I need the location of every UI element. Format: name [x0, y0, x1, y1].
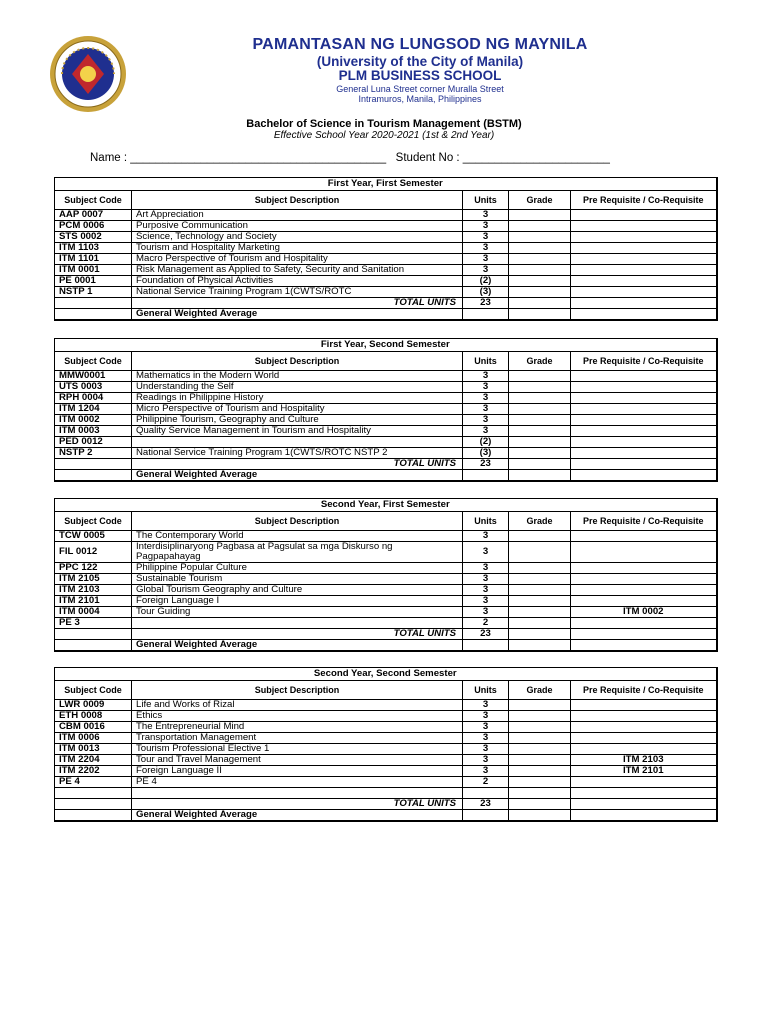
subject-description: Tourism and Hospitality Marketing — [132, 243, 463, 254]
grade-cell[interactable] — [509, 415, 571, 426]
table-row — [55, 276, 717, 287]
subject-code: ITM 1204 — [55, 404, 132, 415]
grade-cell[interactable] — [509, 777, 571, 788]
table-row — [55, 733, 717, 744]
subject-description: Interdisiplinaryong Pagbasa at Pagsulat sa mga Diskurso ng Pagpapahayag — [132, 542, 463, 563]
semester-title: First Year, Second Semester — [55, 339, 717, 352]
prerequisite — [571, 210, 717, 221]
subject-code: ETH 0008 — [55, 711, 132, 722]
grade-cell[interactable] — [509, 254, 571, 265]
total-units-value: 23 — [463, 298, 509, 309]
gwa-prereq-blank — [571, 810, 717, 822]
subject-units: 3 — [463, 542, 509, 563]
subject-code: PPC 122 — [55, 563, 132, 574]
prerequisite — [571, 574, 717, 585]
grade-cell[interactable] — [509, 563, 571, 574]
grade-cell[interactable] — [509, 276, 571, 287]
column-header-row — [55, 681, 717, 700]
total-grade-blank — [509, 629, 571, 640]
subject-description: National Service Training Program 1(CWTS/ROTC — [132, 287, 463, 298]
subject-description: National Service Training Program 1(CWTS/ROTC NSTP 2 — [132, 448, 463, 459]
gwa-grade-cell[interactable] — [509, 640, 571, 652]
total-units-row — [55, 298, 717, 309]
subject-units: 3 — [463, 531, 509, 542]
col-prerequisite: Pre Requisite / Co-Requisite — [571, 681, 717, 700]
grade-cell[interactable] — [509, 744, 571, 755]
subject-description: Art Appreciation — [132, 210, 463, 221]
table-row — [55, 607, 717, 618]
subject-code: AAP 0007 — [55, 210, 132, 221]
subject-description: Tourism Professional Elective 1 — [132, 744, 463, 755]
subject-description: Tour and Travel Management — [132, 755, 463, 766]
table-row — [55, 232, 717, 243]
prerequisite — [571, 733, 717, 744]
prerequisite — [571, 777, 717, 788]
table-row — [55, 404, 717, 415]
grade-cell[interactable] — [509, 585, 571, 596]
grade-cell[interactable] — [509, 382, 571, 393]
col-units: Units — [463, 512, 509, 531]
grade-cell[interactable] — [509, 371, 571, 382]
grade-cell[interactable] — [509, 448, 571, 459]
subject-description: Macro Perspective of Tourism and Hospitality — [132, 254, 463, 265]
total-prereq-blank — [571, 799, 717, 810]
col-subject-description: Subject Description — [132, 352, 463, 371]
total-units-label: TOTAL UNITS — [132, 629, 463, 640]
prerequisite — [571, 585, 717, 596]
grade-cell[interactable] — [509, 722, 571, 733]
semester-title: First Year, First Semester — [55, 178, 717, 191]
subject-description: Global Tourism Geography and Culture — [132, 585, 463, 596]
total-units-value: 23 — [463, 799, 509, 810]
subject-units: 3 — [463, 265, 509, 276]
total-blank — [55, 298, 132, 309]
gwa-prereq-blank — [571, 309, 717, 321]
gwa-units-blank — [463, 640, 509, 652]
gwa-prereq-blank — [571, 470, 717, 482]
gwa-grade-cell[interactable] — [509, 470, 571, 482]
prerequisite — [571, 415, 717, 426]
table-row — [55, 711, 717, 722]
gwa-label: General Weighted Average — [132, 640, 463, 652]
semester-table — [54, 338, 718, 482]
gwa-row — [55, 640, 717, 652]
total-blank — [55, 629, 132, 640]
grade-cell[interactable] — [509, 531, 571, 542]
subject-code: ITM 1103 — [55, 243, 132, 254]
table-row — [55, 287, 717, 298]
col-units: Units — [463, 681, 509, 700]
subject-code: ITM 0013 — [55, 744, 132, 755]
total-units-value: 23 — [463, 629, 509, 640]
subject-description: Sustainable Tourism — [132, 574, 463, 585]
total-units-label: TOTAL UNITS — [132, 459, 463, 470]
subject-units: 3 — [463, 415, 509, 426]
total-units-label: TOTAL UNITS — [132, 298, 463, 309]
semester-table — [54, 498, 718, 652]
subject-units: 3 — [463, 700, 509, 711]
subject-description: Transportation Management — [132, 733, 463, 744]
table-row — [55, 448, 717, 459]
prerequisite — [571, 393, 717, 404]
semester-title-row — [55, 339, 717, 352]
gwa-units-blank — [463, 309, 509, 321]
prerequisite — [571, 448, 717, 459]
subject-description: Understanding the Self — [132, 382, 463, 393]
subject-units: 3 — [463, 722, 509, 733]
subject-description: Purposive Communication — [132, 221, 463, 232]
prerequisite: ITM 2101 — [571, 766, 717, 777]
subject-code: ITM 2101 — [55, 596, 132, 607]
table-row — [55, 755, 717, 766]
prerequisite — [571, 243, 717, 254]
semester-title-row — [55, 499, 717, 512]
prerequisite — [571, 265, 717, 276]
column-header-row — [55, 352, 717, 371]
program-title: Bachelor of Science in Tourism Management (BSTM) — [246, 118, 522, 130]
gwa-label: General Weighted Average — [132, 309, 463, 321]
grade-cell[interactable] — [509, 542, 571, 563]
prerequisite — [571, 596, 717, 607]
subject-code: ITM 0003 — [55, 426, 132, 437]
gwa-row — [55, 309, 717, 321]
prerequisite — [571, 744, 717, 755]
prerequisite — [571, 232, 717, 243]
grade-cell[interactable] — [509, 243, 571, 254]
grade-cell[interactable] — [509, 221, 571, 232]
subject-description: Foreign Language II — [132, 766, 463, 777]
col-subject-description: Subject Description — [132, 681, 463, 700]
col-subject-code: Subject Code — [55, 191, 132, 210]
subject-description: Quality Service Management in Tourism and Hospitality — [132, 426, 463, 437]
semester-table — [54, 667, 718, 822]
prerequisite: ITM 0002 — [571, 607, 717, 618]
subject-units: 3 — [463, 744, 509, 755]
table-row — [55, 766, 717, 777]
total-units-row — [55, 799, 717, 810]
subject-units: (3) — [463, 448, 509, 459]
subject-description: Ethics — [132, 711, 463, 722]
grade-cell[interactable] — [509, 700, 571, 711]
subject-units: 3 — [463, 585, 509, 596]
semester-title: Second Year, First Semester — [55, 499, 717, 512]
col-prerequisite: Pre Requisite / Co-Requisite — [571, 352, 717, 371]
table-row — [55, 371, 717, 382]
table-row — [55, 210, 717, 221]
subject-code: LWR 0009 — [55, 700, 132, 711]
gwa-units-blank — [463, 470, 509, 482]
subject-code: ITM 1101 — [55, 254, 132, 265]
subject-units: 3 — [463, 254, 509, 265]
total-grade-blank — [509, 459, 571, 470]
subject-code: ITM 2202 — [55, 766, 132, 777]
table-row — [55, 265, 717, 276]
column-header-row — [55, 191, 717, 210]
university-english-name: (University of the City of Manila) — [316, 54, 524, 69]
subject-units: 3 — [463, 382, 509, 393]
subject-description: Risk Management as Applied to Safety, Security and Sanitation — [132, 265, 463, 276]
subject-code — [55, 788, 132, 799]
subject-description: Foreign Language I — [132, 596, 463, 607]
table-row — [55, 542, 717, 563]
subject-units: 3 — [463, 232, 509, 243]
col-prerequisite: Pre Requisite / Co-Requisite — [571, 191, 717, 210]
table-row — [55, 254, 717, 265]
grade-cell[interactable] — [509, 596, 571, 607]
table-row — [55, 700, 717, 711]
table-row — [55, 722, 717, 733]
gwa-label: General Weighted Average — [132, 470, 463, 482]
subject-code: PE 0001 — [55, 276, 132, 287]
prerequisite — [571, 426, 717, 437]
grade-cell[interactable] — [509, 733, 571, 744]
gwa-blank — [55, 810, 132, 822]
subject-units: 3 — [463, 404, 509, 415]
subject-code: PE 3 — [55, 618, 132, 629]
subject-description: Readings in Philippine History — [132, 393, 463, 404]
prerequisite — [571, 700, 717, 711]
prerequisite — [571, 254, 717, 265]
table-row — [55, 744, 717, 755]
table-row — [55, 415, 717, 426]
total-prereq-blank — [571, 298, 717, 309]
subject-units: 3 — [463, 426, 509, 437]
subject-description: The Contemporary World — [132, 531, 463, 542]
prerequisite — [571, 276, 717, 287]
subject-code: ITM 0006 — [55, 733, 132, 744]
subject-description: Philippine Tourism, Geography and Culture — [132, 415, 463, 426]
subject-code: NSTP 2 — [55, 448, 132, 459]
gwa-row — [55, 810, 717, 822]
subject-description: The Entrepreneurial Mind — [132, 722, 463, 733]
gwa-grade-cell[interactable] — [509, 810, 571, 822]
university-name: PAMANTASAN NG LUNGSOD NG MAYNILA — [252, 36, 588, 53]
col-units: Units — [463, 191, 509, 210]
subject-description: Science, Technology and Society — [132, 232, 463, 243]
school-name: PLM BUSINESS SCHOOL — [338, 68, 502, 83]
subject-code: RPH 0004 — [55, 393, 132, 404]
subject-units: 3 — [463, 711, 509, 722]
prerequisite — [571, 563, 717, 574]
grade-cell[interactable] — [509, 755, 571, 766]
subject-units: 3 — [463, 243, 509, 254]
grade-cell[interactable] — [509, 607, 571, 618]
subject-units: 3 — [463, 221, 509, 232]
address-line-2: Intramuros, Manila, Philippines — [358, 94, 482, 104]
total-units-value: 23 — [463, 459, 509, 470]
subject-units: 3 — [463, 755, 509, 766]
subject-code: ITM 0001 — [55, 265, 132, 276]
grade-cell[interactable] — [509, 404, 571, 415]
semester-table — [54, 177, 718, 321]
page-header — [0, 30, 768, 110]
semester-title-row — [55, 668, 717, 681]
subject-description: PE 4 — [132, 777, 463, 788]
semester-title: Second Year, Second Semester — [55, 668, 717, 681]
subject-units: 3 — [463, 607, 509, 618]
col-grade: Grade — [509, 512, 571, 531]
subject-units: 3 — [463, 393, 509, 404]
table-row — [55, 531, 717, 542]
subject-description — [132, 788, 463, 799]
total-units-label: TOTAL UNITS — [132, 799, 463, 810]
gwa-grade-cell[interactable] — [509, 309, 571, 321]
gwa-row — [55, 470, 717, 482]
subject-description: Philippine Popular Culture — [132, 563, 463, 574]
col-prerequisite: Pre Requisite / Co-Requisite — [571, 512, 717, 531]
prerequisite — [571, 371, 717, 382]
gwa-prereq-blank — [571, 640, 717, 652]
col-subject-code: Subject Code — [55, 512, 132, 531]
subject-units — [463, 788, 509, 799]
subject-units: (2) — [463, 437, 509, 448]
subject-code: ITM 2204 — [55, 755, 132, 766]
total-blank — [55, 799, 132, 810]
subject-code: UTS 0003 — [55, 382, 132, 393]
subject-units: 3 — [463, 574, 509, 585]
grade-cell[interactable] — [509, 393, 571, 404]
prerequisite — [571, 722, 717, 733]
subject-code: PED 0012 — [55, 437, 132, 448]
subject-code: CBM 0016 — [55, 722, 132, 733]
gwa-label: General Weighted Average — [132, 810, 463, 822]
subject-units: (3) — [463, 287, 509, 298]
prerequisite — [571, 404, 717, 415]
grade-cell[interactable] — [509, 618, 571, 629]
grade-cell[interactable] — [509, 711, 571, 722]
col-subject-code: Subject Code — [55, 681, 132, 700]
gwa-blank — [55, 309, 132, 321]
column-header-row — [55, 512, 717, 531]
semester-title-row — [55, 178, 717, 191]
prerequisite — [571, 618, 717, 629]
prerequisite — [571, 437, 717, 448]
subject-code: PE 4 — [55, 777, 132, 788]
total-prereq-blank — [571, 459, 717, 470]
address-line-1: General Luna Street corner Muralla Street — [336, 84, 504, 94]
grade-cell[interactable] — [509, 265, 571, 276]
grade-cell[interactable] — [509, 210, 571, 221]
subject-code: ITM 0002 — [55, 415, 132, 426]
subject-code: TCW 0005 — [55, 531, 132, 542]
total-units-row — [55, 459, 717, 470]
grade-cell[interactable] — [509, 426, 571, 437]
subject-code: ITM 2103 — [55, 585, 132, 596]
subject-units: 3 — [463, 563, 509, 574]
table-row — [55, 618, 717, 629]
prerequisite — [571, 287, 717, 298]
prerequisite — [571, 382, 717, 393]
grade-cell[interactable] — [509, 766, 571, 777]
table-row — [55, 596, 717, 607]
prerequisite — [571, 711, 717, 722]
table-row — [55, 221, 717, 232]
col-grade: Grade — [509, 352, 571, 371]
gwa-blank — [55, 640, 132, 652]
total-grade-blank — [509, 799, 571, 810]
table-row — [55, 788, 717, 799]
subject-description: Mathematics in the Modern World — [132, 371, 463, 382]
total-units-row — [55, 629, 717, 640]
subject-units: 3 — [463, 210, 509, 221]
col-subject-description: Subject Description — [132, 191, 463, 210]
subject-units: 2 — [463, 618, 509, 629]
subject-code: ITM 2105 — [55, 574, 132, 585]
total-prereq-blank — [571, 629, 717, 640]
prerequisite — [571, 531, 717, 542]
total-grade-blank — [509, 298, 571, 309]
grade-cell[interactable] — [509, 788, 571, 799]
subject-description — [132, 618, 463, 629]
table-row — [55, 777, 717, 788]
gwa-blank — [55, 470, 132, 482]
subject-code: NSTP 1 — [55, 287, 132, 298]
subject-code: MMW0001 — [55, 371, 132, 382]
subject-units: 3 — [463, 371, 509, 382]
university-seal-icon — [48, 34, 128, 114]
subject-units: 2 — [463, 777, 509, 788]
table-row — [55, 393, 717, 404]
grade-cell[interactable] — [509, 437, 571, 448]
subject-description — [132, 437, 463, 448]
col-subject-code: Subject Code — [55, 352, 132, 371]
program-year: Effective School Year 2020-2021 (1st & 2nd Year) — [273, 130, 495, 141]
subject-description: Life and Works of Rizal — [132, 700, 463, 711]
subject-description: Foundation of Physical Activities — [132, 276, 463, 287]
prerequisite: ITM 2103 — [571, 755, 717, 766]
table-row — [55, 426, 717, 437]
subject-units: 3 — [463, 596, 509, 607]
subject-code: PCM 0006 — [55, 221, 132, 232]
prerequisite — [571, 221, 717, 232]
table-row — [55, 563, 717, 574]
subject-units: 3 — [463, 766, 509, 777]
grade-cell[interactable] — [509, 232, 571, 243]
total-blank — [55, 459, 132, 470]
col-units: Units — [463, 352, 509, 371]
gwa-units-blank — [463, 810, 509, 822]
col-subject-description: Subject Description — [132, 512, 463, 531]
table-row — [55, 574, 717, 585]
subject-code: FIL 0012 — [55, 542, 132, 563]
subject-units: 3 — [463, 733, 509, 744]
grade-cell[interactable] — [509, 574, 571, 585]
prerequisite — [571, 788, 717, 799]
subject-code: STS 0002 — [55, 232, 132, 243]
subject-description: Micro Perspective of Tourism and Hospitality — [132, 404, 463, 415]
table-row — [55, 437, 717, 448]
grade-cell[interactable] — [509, 287, 571, 298]
col-grade: Grade — [509, 191, 571, 210]
table-row — [55, 243, 717, 254]
table-row — [55, 382, 717, 393]
student-name-line: Name : ________________________________________ Student No : _______________________ — [90, 152, 610, 164]
prerequisite — [571, 542, 717, 563]
subject-description: Tour Guiding — [132, 607, 463, 618]
col-grade: Grade — [509, 681, 571, 700]
subject-units: (2) — [463, 276, 509, 287]
table-row — [55, 585, 717, 596]
subject-code: ITM 0004 — [55, 607, 132, 618]
